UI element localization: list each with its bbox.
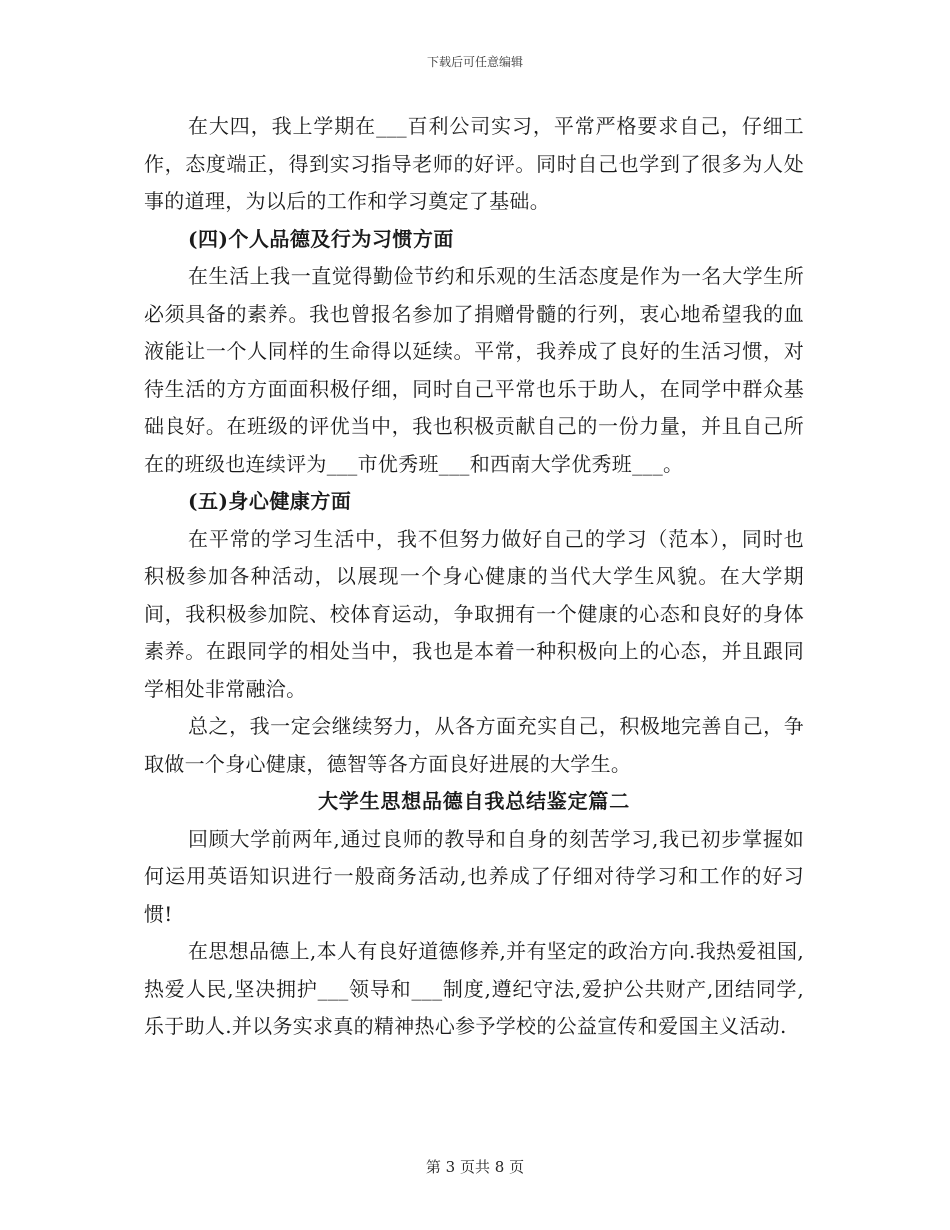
page-number: 第 3 页共 8 页 bbox=[425, 1158, 525, 1176]
article-title: 大学生思想品德自我总结鉴定篇二 bbox=[318, 789, 630, 813]
section-heading-personal-character: (四)个人品德及行为习惯方面 bbox=[188, 226, 454, 251]
paragraph-health: 在平常的学习生活中，我不但努力做好自己的学习（范本），同时也积极参加各种活动，以展现一个身心健康的当代大学生风貌。在大学期间，我积极参加院、校体育运动，争取拥有一个健康的心态和良好的身体素养。在跟同学的相处当中，我也是本着一种积极向上的心态，并且跟同学相处非常融洽。 bbox=[144, 526, 804, 701]
section-heading-health: (五)身心健康方面 bbox=[188, 489, 352, 513]
paragraph-conclusion: 总之，我一定会继续努力，从各方面充实自己，积极地完善自己，争取做一个身心健康，德智等各方面良好进展的大学生。 bbox=[144, 714, 804, 776]
paragraph-review: 回顾大学前两年,通过良师的教导和自身的刻苦学习,我已初步掌握如何运用英语知识进行一般商务活动,也养成了仔细对待学习和工作的好习惯! bbox=[144, 826, 804, 926]
document-body bbox=[144, 108, 804, 1046]
header-note: 下载后可任意编辑 bbox=[426, 55, 523, 69]
paragraph-personal-character: 在生活上我一直觉得勤俭节约和乐观的生活态度是作为一名大学生所必须具备的素养。我也曾报名参加了捐赠骨髓的行列，衷心地希望我的血液能让一个人同样的生命得以延续。平常，我养成了良好的生活习惯，对待生活的方方面面积极仔细，同时自己平常也乐于助人，在同学中群众基础良好。在班级的评优当中，我也积极贡献自己的一份力量，并且自己所在的班级也连续评为___市优秀班___和西南大学优秀班___。 bbox=[144, 264, 804, 476]
paragraph-internship: 在大四，我上学期在___百利公司实习，平常严格要求自己，仔细工作，态度端正，得到实习指导老师的好评。同时自己也学到了很多为人处事的道理，为以后的工作和学习奠定了基础。 bbox=[144, 114, 804, 213]
paragraph-ideology: 在思想品德上,本人有良好道德修养,并有坚定的政治方向.我热爱祖国,热爱人民,坚决拥护___领导和___制度,遵纪守法,爱护公共财产,团结同学,乐于助人.并以务实求真的精神热心参予学校的公益宣传和爱国主义活动. bbox=[144, 939, 804, 1038]
